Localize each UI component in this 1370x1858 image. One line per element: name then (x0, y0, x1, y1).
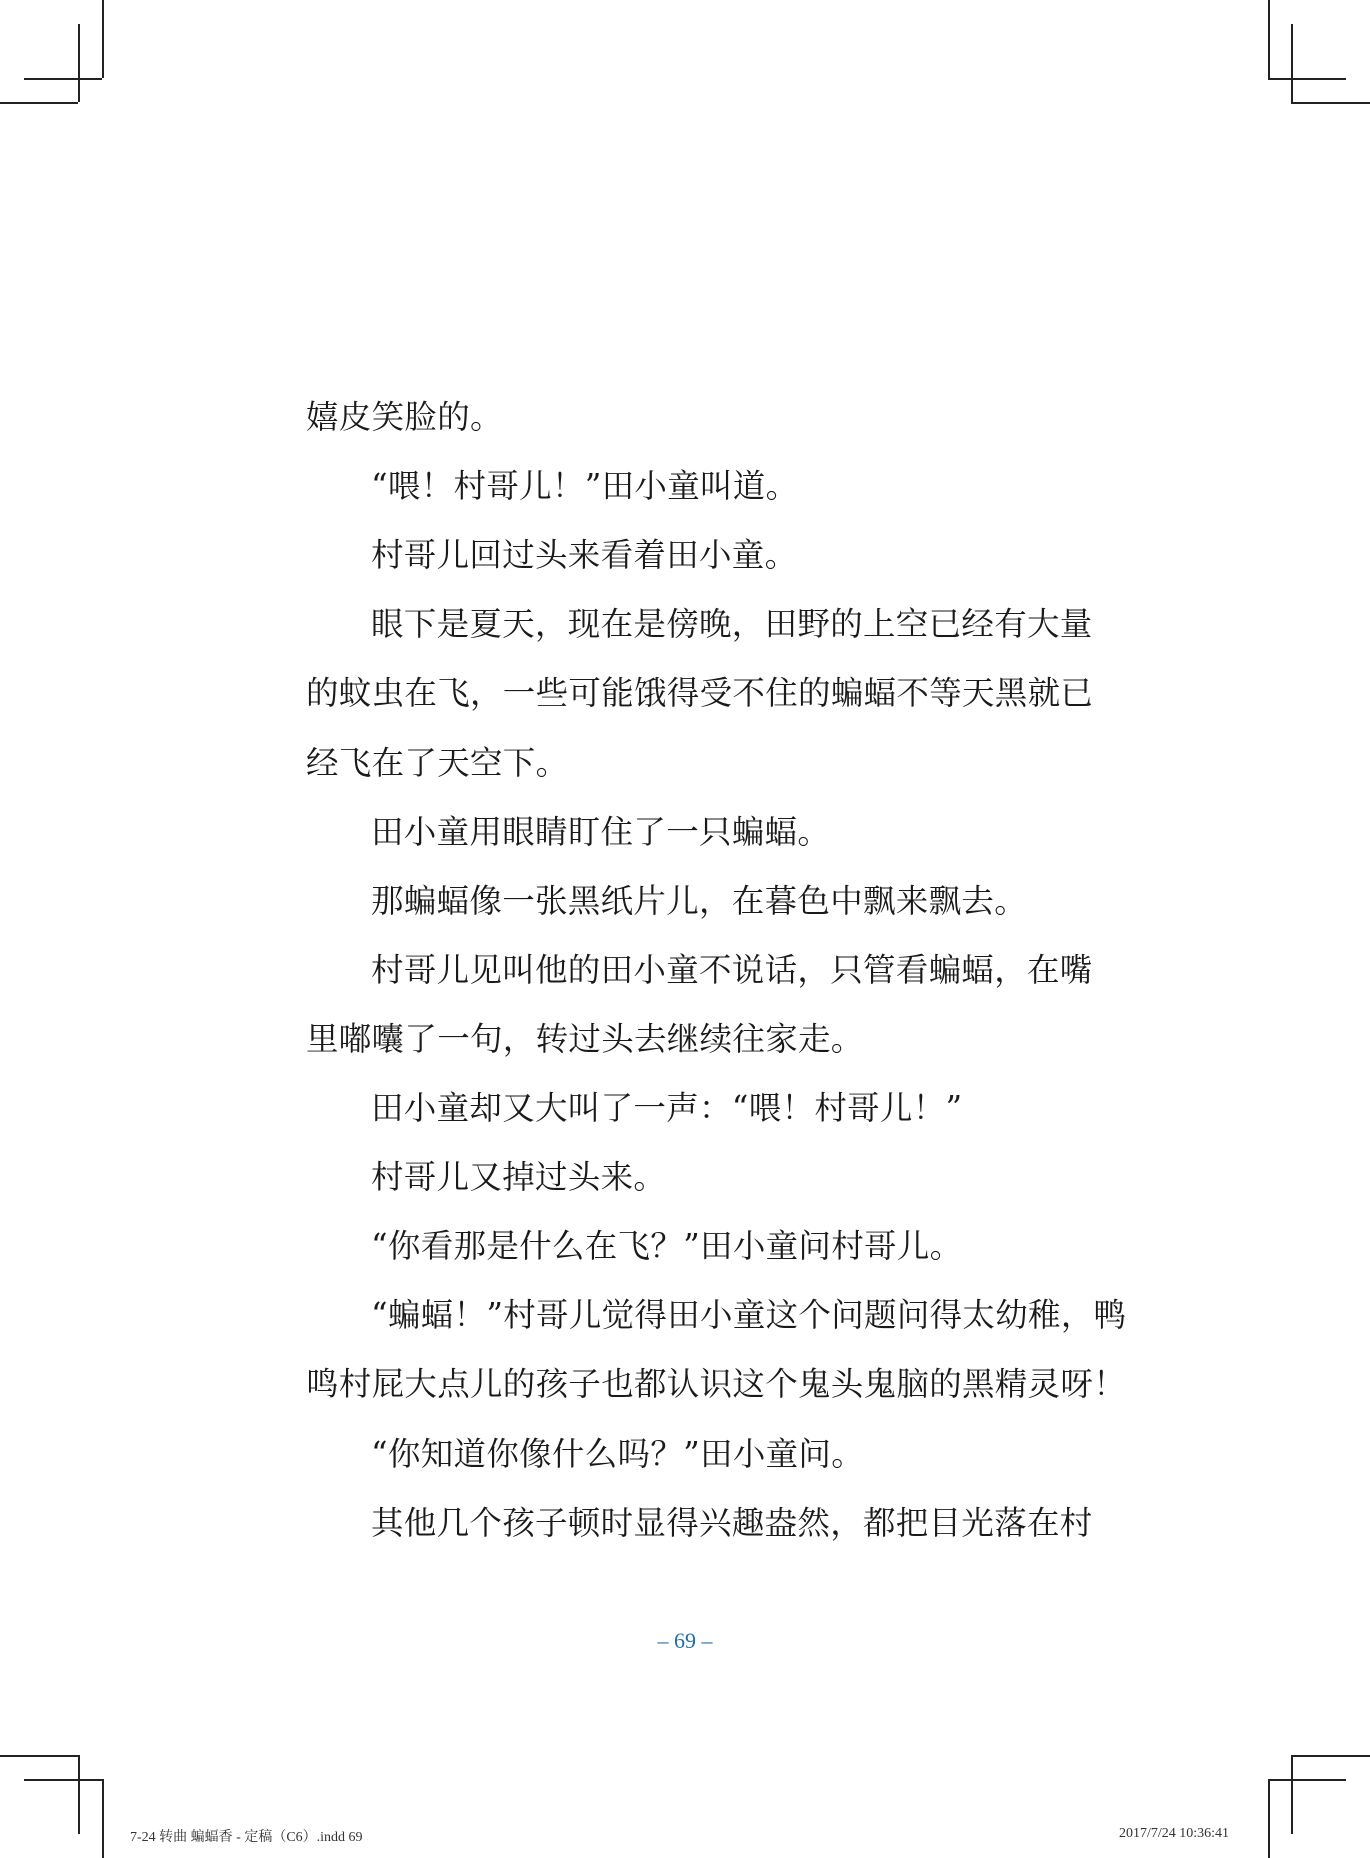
text-line: 村哥儿见叫他的田小童不说话，只管看蝙蝠，在嘴 (371, 950, 1093, 989)
text-line: 嬉皮笑脸的。 (306, 398, 503, 436)
text-line: “喂！村哥儿！”田小童叫道。 (371, 467, 799, 506)
text-line: 眼下是夏天，现在是傍晚，田野的上空已经有大量 (371, 605, 1093, 644)
page-number: – 69 – (657, 1628, 713, 1653)
text-line: 那蝙蝠像一张黑纸片儿，在暮色中飘来飘去。 (371, 881, 1028, 920)
text-line: “你看那是什么在飞？”田小童问村哥儿。 (371, 1227, 963, 1266)
footer-file-info: 7-24 转曲 蝙蝠香 - 定稿（C6）.indd 69 (130, 1830, 363, 1845)
text-line: 经飞在了天空下。 (306, 743, 569, 782)
text-line: 田小童却又大叫了一声：“喂！村哥儿！” (371, 1089, 963, 1127)
text-line: 其他几个孩子顿时显得兴趣盎然，都把目光落在村 (371, 1503, 1093, 1542)
text-line: 鸣村屁大点儿的孩子也都认识这个鬼头鬼脑的黑精灵呀！ (306, 1365, 1127, 1404)
text-line: 村哥儿又掉过头来。 (371, 1158, 667, 1197)
text-line: “蝙蝠！”村哥儿觉得田小童这个问题问得太幼稚，鸭 (371, 1296, 1127, 1335)
footer-timestamp: 2017/7/24 10:36:41 (1118, 1826, 1229, 1841)
text-line: 里嘟囔了一句，转过头去继续往家走。 (306, 1019, 864, 1058)
text-line: 村哥儿回过头来看着田小童。 (371, 536, 798, 575)
text-line: 的蚊虫在飞，一些可能饿得受不住的蝙蝠不等天黑就已 (306, 674, 1094, 713)
text-line: “你知道你像什么吗？”田小童问。 (371, 1434, 865, 1473)
text-line: 田小童用眼睛盯住了一只蝙蝠。 (371, 812, 831, 851)
